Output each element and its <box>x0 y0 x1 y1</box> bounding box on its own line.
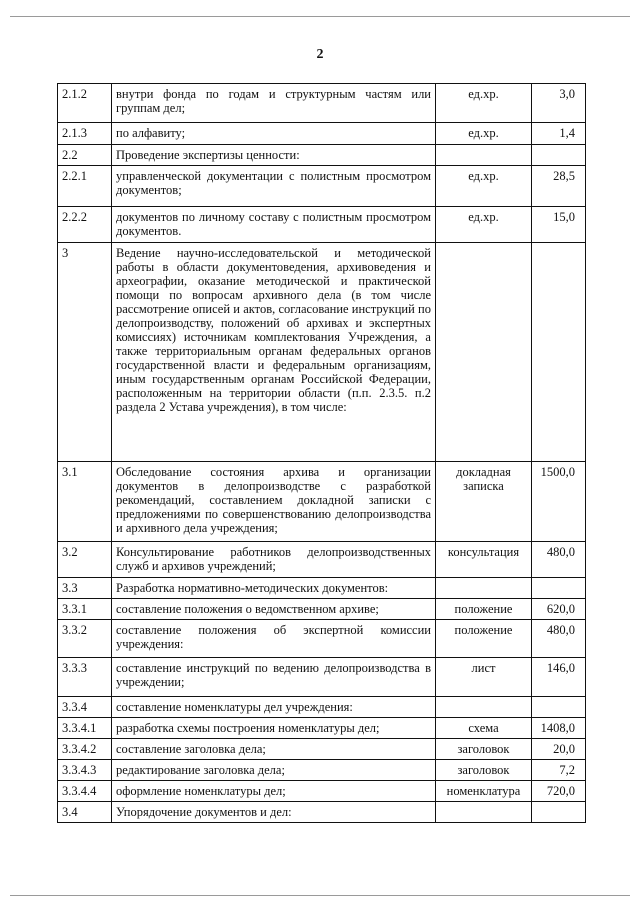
row-number: 2.2.2 <box>58 207 112 243</box>
row-description: Консультирование работников делопроизводственных служб и архивов учреждений; <box>112 542 436 578</box>
row-number: 3.3.4.3 <box>58 760 112 781</box>
row-number: 2.1.2 <box>58 84 112 123</box>
row-value: 3,0 <box>532 84 586 123</box>
row-unit <box>436 243 532 462</box>
row-unit: ед.хр. <box>436 84 532 123</box>
row-value <box>532 145 586 166</box>
row-unit <box>436 802 532 823</box>
scan-line-bottom <box>10 895 630 896</box>
row-unit: схема <box>436 718 532 739</box>
row-unit: консультация <box>436 542 532 578</box>
row-number: 2.2 <box>58 145 112 166</box>
row-description: составление заголовка дела; <box>112 739 436 760</box>
row-number: 3.3 <box>58 578 112 599</box>
row-unit: ед.хр. <box>436 207 532 243</box>
row-description: документов по личному составу с полистным просмотром документов. <box>112 207 436 243</box>
row-unit: докладная записка <box>436 462 532 542</box>
row-unit: номенклатура <box>436 781 532 802</box>
table-row <box>58 123 586 145</box>
row-number: 2.1.3 <box>58 123 112 145</box>
row-value: 146,0 <box>532 658 586 697</box>
table-row <box>58 599 586 620</box>
table-row <box>58 658 586 697</box>
row-unit <box>436 697 532 718</box>
row-value: 20,0 <box>532 739 586 760</box>
row-description: разработка схемы построения номенклатуры дел; <box>112 718 436 739</box>
row-unit <box>436 145 532 166</box>
row-description: составление номенклатуры дел учреждения: <box>112 697 436 718</box>
row-value: 7,2 <box>532 760 586 781</box>
scan-line-top <box>10 16 630 17</box>
row-number: 3.3.2 <box>58 620 112 658</box>
row-unit: ед.хр. <box>436 166 532 207</box>
row-unit: заголовок <box>436 739 532 760</box>
row-description: Обследование состояния архива и организации документов в делопроизводстве с разработкой рекомендаций, составлением докладной записки с предложениями по совершенствованию делопроизводства и архивного дела учреждения; <box>112 462 436 542</box>
row-unit <box>436 578 532 599</box>
table-row <box>58 243 586 462</box>
row-number: 3.4 <box>58 802 112 823</box>
row-value: 1408,0 <box>532 718 586 739</box>
table-row <box>58 718 586 739</box>
row-number: 2.2.1 <box>58 166 112 207</box>
row-description: Проведение экспертизы ценности: <box>112 145 436 166</box>
row-value <box>532 243 586 462</box>
row-description: внутри фонда по годам и структурным частям или группам дел; <box>112 84 436 123</box>
table-row <box>58 760 586 781</box>
table-row <box>58 542 586 578</box>
row-description: управленческой документации с полистным просмотром документов; <box>112 166 436 207</box>
table-row <box>58 739 586 760</box>
row-description: по алфавиту; <box>112 123 436 145</box>
row-value: 1,4 <box>532 123 586 145</box>
row-value <box>532 578 586 599</box>
row-number: 3.3.3 <box>58 658 112 697</box>
row-value: 480,0 <box>532 542 586 578</box>
row-unit: лист <box>436 658 532 697</box>
row-number: 3.3.4.1 <box>58 718 112 739</box>
tariff-table <box>57 83 586 823</box>
table-row <box>58 781 586 802</box>
row-number: 3.3.1 <box>58 599 112 620</box>
row-value: 15,0 <box>532 207 586 243</box>
row-description: Разработка нормативно-методических документов: <box>112 578 436 599</box>
row-value: 620,0 <box>532 599 586 620</box>
row-description: составление положения о ведомственном архиве; <box>112 599 436 620</box>
table-row <box>58 84 586 123</box>
row-description: оформление номенклатуры дел; <box>112 781 436 802</box>
row-number: 3.3.4.2 <box>58 739 112 760</box>
table-row <box>58 697 586 718</box>
table-row <box>58 207 586 243</box>
table-row <box>58 462 586 542</box>
table-row <box>58 578 586 599</box>
page-number: 2 <box>316 47 324 62</box>
row-unit: ед.хр. <box>436 123 532 145</box>
row-number: 3 <box>58 243 112 462</box>
row-number: 3.3.4.4 <box>58 781 112 802</box>
row-description: составление инструкций по ведению делопроизводства в учреждении; <box>112 658 436 697</box>
table-row <box>58 620 586 658</box>
row-value <box>532 802 586 823</box>
table-row <box>58 802 586 823</box>
row-description: составление положения об экспертной комиссии учреждения: <box>112 620 436 658</box>
row-description: редактирование заголовка дела; <box>112 760 436 781</box>
row-description: Ведение научно-исследовательской и методической работы в области документоведения, архивоведения и археографии, оказание методической и практической помощи по вопросам архивного дела (в том числе рассмотрение описей и актов, согласование инструкций по делопроизводству, положений об архивах и экспертных комиссиях) источникам комплектования Учреждения, а также территориальным органам федеральных органов государственной власти и федеральным организациям, иным государственным органам Российской Федерации, расположенным на территории области (п.п. 2.3.5. п.2 раздела 2 Устава учреждения), в том числе: <box>112 243 436 462</box>
row-number: 3.1 <box>58 462 112 542</box>
row-description: Упорядочение документов и дел: <box>112 802 436 823</box>
row-value: 480,0 <box>532 620 586 658</box>
table-row <box>58 145 586 166</box>
row-unit: положение <box>436 620 532 658</box>
row-value: 720,0 <box>532 781 586 802</box>
row-number: 3.3.4 <box>58 697 112 718</box>
row-unit: заголовок <box>436 760 532 781</box>
row-value: 28,5 <box>532 166 586 207</box>
row-value: 1500,0 <box>532 462 586 542</box>
row-number: 3.2 <box>58 542 112 578</box>
row-unit: положение <box>436 599 532 620</box>
table-row <box>58 166 586 207</box>
row-value <box>532 697 586 718</box>
